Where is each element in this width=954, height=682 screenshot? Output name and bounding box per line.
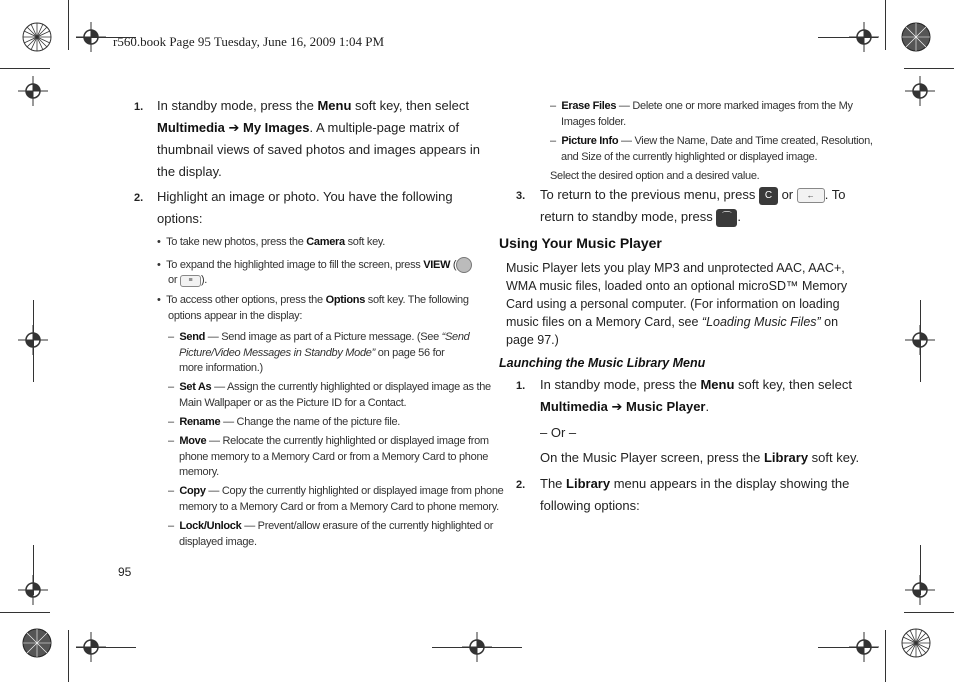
registration-starburst-icon bbox=[901, 628, 931, 658]
library-instruction: On the Music Player screen, press the Library soft key. bbox=[540, 450, 860, 465]
step-3-text: To return to the previous menu, press C or ← . To return to standby mode, press ⌒ . bbox=[540, 184, 840, 228]
section-heading: Using Your Music Player bbox=[499, 235, 662, 251]
bullet-options: • To access other options, press the Options soft key. The following options appear in the display: bbox=[157, 294, 469, 322]
step-number: 3. bbox=[516, 190, 526, 202]
registration-starburst-dark-icon bbox=[22, 628, 52, 658]
menu-key-icon: ≡ bbox=[180, 275, 201, 287]
music-player-paragraph: Music Player lets you play MP3 and unprotected AAC, AAC+, WMA music files, loaded onto an optional microSD™ Memory Card using a personal computer. (For information on loading music files on a Memory Card, see “Loading Music Files” on page 97.) bbox=[506, 261, 848, 347]
crop-line bbox=[920, 545, 921, 595]
crop-line bbox=[68, 630, 69, 682]
crop-line bbox=[76, 647, 136, 648]
crop-line bbox=[818, 37, 878, 38]
crop-line bbox=[0, 612, 50, 613]
option-set-as: – Set As — Assign the currently highlighted or displayed image as the Main Wallpaper or as the Picture ID for a Contact. bbox=[168, 381, 491, 409]
crop-line bbox=[68, 0, 69, 50]
crop-line bbox=[432, 647, 522, 648]
crop-line bbox=[904, 68, 954, 69]
clear-key-icon: C bbox=[759, 187, 778, 205]
registration-starburst-dark-icon bbox=[901, 22, 931, 52]
option-copy: – Copy — Copy the currently highlighted or displayed image from phone memory to a Memory Card or from a Memory Card to phone memory. bbox=[168, 485, 504, 513]
crosshair-target-icon bbox=[905, 76, 935, 106]
crop-line bbox=[0, 68, 50, 69]
back-arrow-key-icon: ← bbox=[797, 188, 825, 203]
step-1-text: In standby mode, press the Menu soft key, then select Multimedia ➔ My Images. A multiple-page matrix of thumbnail views of saved photos and images appears in the display. bbox=[157, 98, 481, 179]
registration-starburst-icon bbox=[22, 22, 52, 52]
ok-key-icon bbox=[456, 257, 472, 273]
crop-line bbox=[33, 545, 34, 595]
crop-line bbox=[33, 300, 34, 382]
crop-line bbox=[818, 647, 878, 648]
music-step-1-text: In standby mode, press the Menu soft key, then select Multimedia ➔ Music Player. bbox=[540, 377, 852, 414]
select-note: Select the desired option and a desired value. bbox=[550, 170, 760, 182]
page-header: r560.book Page 95 Tuesday, June 16, 2009 1:04 PM bbox=[113, 34, 385, 49]
step-number: 1. bbox=[134, 101, 144, 113]
step-number: 2. bbox=[134, 192, 144, 204]
step-2-text: Highlight an image or photo. You have the following options: bbox=[157, 189, 453, 226]
sub-heading: Launching the Music Library Menu bbox=[499, 356, 706, 370]
crop-line bbox=[885, 0, 886, 50]
option-send: – Send — Send image as part of a Picture message. (See “Send Picture/Video Messages in Standby Mode” on page 56 for more information.) bbox=[168, 331, 470, 374]
step-number: 2. bbox=[516, 479, 526, 491]
bullet-camera: • To take new photos, press the Camera soft key. bbox=[157, 236, 386, 248]
option-lock-unlock: – Lock/Unlock — Prevent/allow erasure of the currently highlighted or displayed image. bbox=[168, 520, 494, 548]
crop-line bbox=[920, 300, 921, 382]
option-move: – Move — Relocate the currently highlighted or displayed image from phone memory to a Memory Card or from a Memory Card to phone memory. bbox=[168, 435, 489, 478]
option-picture-info: – Picture Info — View the Name, Date and Time created, Resolution, and Size of the currently highlighted or displayed image. bbox=[550, 135, 873, 163]
option-erase-files: – Erase Files — Delete one or more marked images from the My Images folder. bbox=[550, 100, 853, 128]
option-rename: – Rename — Change the name of the picture file. bbox=[168, 416, 401, 428]
end-key-icon: ⌒ bbox=[716, 209, 737, 227]
music-step-2-text: The Library menu appears in the display showing the following options: bbox=[540, 476, 850, 513]
crop-line bbox=[904, 612, 954, 613]
crop-line bbox=[885, 630, 886, 682]
crosshair-target-icon bbox=[18, 76, 48, 106]
bullet-view: • To expand the highlighted image to fill the screen, press VIEW ( or ≡ ). bbox=[157, 257, 467, 289]
page-number: 95 bbox=[118, 565, 132, 579]
step-number: 1. bbox=[516, 380, 526, 392]
or-separator: – Or – bbox=[540, 425, 577, 440]
